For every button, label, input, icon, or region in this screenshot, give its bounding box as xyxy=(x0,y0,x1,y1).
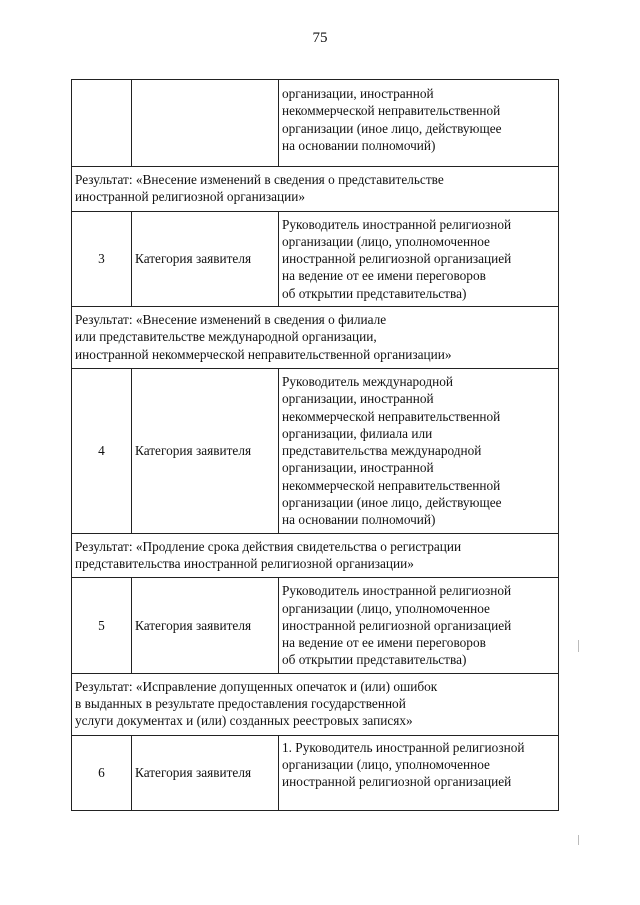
row-value xyxy=(279,735,559,810)
value-line: Руководитель международной xyxy=(282,373,454,389)
value-line: на основании полномочий) xyxy=(282,137,436,153)
value-line: об открытии представительства) xyxy=(282,652,467,668)
value-line: 1. Руководитель иностранной религиозной xyxy=(282,739,525,755)
row-category xyxy=(132,80,279,167)
value-line: некоммерческой неправительственной xyxy=(282,103,501,119)
row-number: 3 xyxy=(72,211,132,306)
page-number: 75 xyxy=(312,30,328,46)
table-row xyxy=(72,80,559,167)
value-line: об открытии представительства) xyxy=(282,285,467,301)
table-row xyxy=(72,735,559,810)
row-number: 6 xyxy=(72,735,132,810)
value-line: организации, филиала или xyxy=(282,425,433,441)
value-line: организации, иностранной xyxy=(282,86,434,101)
result-text xyxy=(72,307,559,369)
result-line: Результат: «Продление срока действия свидетельства о регистрации xyxy=(75,538,462,554)
row-value xyxy=(279,211,559,306)
result-line: Результат: «Внесение изменений в сведения о представительстве xyxy=(75,172,444,187)
result-line: представительства иностранной религиозной организации» xyxy=(75,555,414,571)
value-line: на ведение от ее имени переговоров xyxy=(282,635,486,651)
row-category: Категория заявителя xyxy=(132,211,279,306)
result-line: иностранной некоммерческой неправительственной организации» xyxy=(75,346,452,362)
value-line: организации, иностранной xyxy=(282,391,434,407)
result-line: Результат: «Внесение изменений в сведения о филиале xyxy=(75,312,387,328)
result-row xyxy=(72,673,559,735)
value-line: Руководитель иностранной религиозной xyxy=(282,216,512,232)
table-row xyxy=(72,211,559,306)
value-line: организации, иностранной xyxy=(282,460,434,476)
result-text xyxy=(72,533,559,578)
result-row xyxy=(72,307,559,369)
applicant-categories-table xyxy=(71,79,559,811)
value-line: организации (лицо, уполномоченное xyxy=(282,600,490,616)
result-text xyxy=(72,673,559,735)
row-number xyxy=(72,80,132,167)
value-line: организации (иное лицо, действующее xyxy=(282,120,502,136)
value-line: иностранной религиозной организацией xyxy=(282,617,512,633)
value-line: на ведение от ее имени переговоров xyxy=(282,268,486,284)
value-line: иностранной религиозной организацией xyxy=(282,774,512,790)
value-line: некоммерческой неправительственной xyxy=(282,477,501,493)
result-row xyxy=(72,167,559,212)
scan-mark xyxy=(578,640,579,652)
value-line: Руководитель иностранной религиозной xyxy=(282,583,512,599)
result-row xyxy=(72,533,559,578)
row-value xyxy=(279,368,559,533)
value-line: на основании полномочий) xyxy=(282,512,436,528)
value-line: представительства международной xyxy=(282,443,482,459)
row-number: 4 xyxy=(72,368,132,533)
result-line: в выданных в результате предоставления государственной xyxy=(75,696,406,712)
row-category: Категория заявителя xyxy=(132,578,279,673)
table-row xyxy=(72,578,559,673)
result-line: иностранной религиозной организации» xyxy=(75,189,305,205)
row-category: Категория заявителя xyxy=(132,368,279,533)
table-row xyxy=(72,368,559,533)
value-line: организации (лицо, уполномоченное xyxy=(282,756,490,772)
value-line: организации (лицо, уполномоченное xyxy=(282,233,490,249)
row-number: 5 xyxy=(72,578,132,673)
result-line: или представительстве международной организации, xyxy=(75,329,377,345)
row-value xyxy=(279,578,559,673)
value-line: иностранной религиозной организацией xyxy=(282,251,512,267)
result-text xyxy=(72,167,559,212)
result-line: Результат: «Исправление допущенных опечаток и (или) ошибок xyxy=(75,678,438,694)
scan-mark xyxy=(578,835,579,845)
value-line: организации (иное лицо, действующее xyxy=(282,495,502,511)
row-category: Категория заявителя xyxy=(132,735,279,810)
value-line: некоммерческой неправительственной xyxy=(282,408,501,424)
result-line: услуги документах и (или) созданных реестровых записях» xyxy=(75,713,413,729)
row-value xyxy=(279,80,559,167)
